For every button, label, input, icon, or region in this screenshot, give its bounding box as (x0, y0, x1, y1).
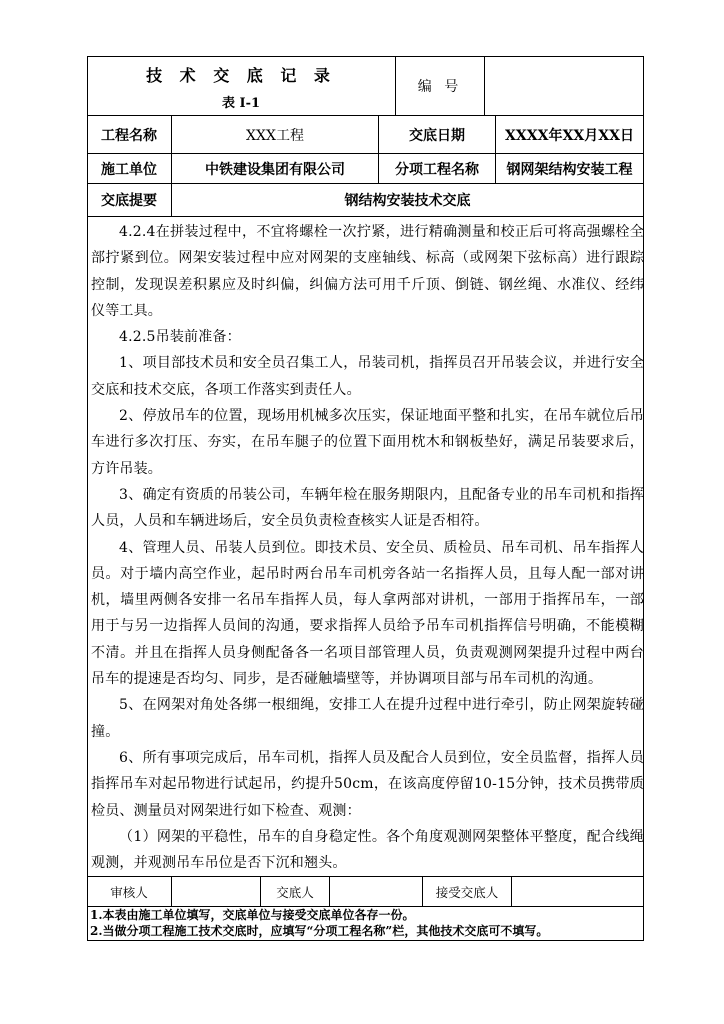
paragraph: 1、项目部技术员和安全员召集工人，吊装司机，指挥员召开吊装会议，并进行安全交底和技术交底，各项工作落实到责任人。 (91, 355, 644, 398)
paragraph: 3、确定有资质的吊装公司，车辆年检在服务期限内，且配备专业的吊车司机和指挥人员，人员和车辆进场后，安全员负责检查核实人证是否相符。 (91, 486, 644, 530)
unit-value[interactable]: 中铁建设集团有限公司 (205, 161, 345, 178)
discloser-field[interactable] (330, 877, 422, 906)
disclosure-record-form (87, 56, 644, 941)
date-label: 交底日期 (409, 127, 465, 144)
table-number: 表 I-1 (221, 95, 261, 111)
receiver-label: 接受交底人 (435, 884, 499, 900)
project-name-label: 工程名称 (101, 127, 157, 144)
note-line: 1.本表由施工单位填写，交底单位与接受交底单位各存一份。 (90, 908, 415, 922)
discloser-label: 交底人 (276, 884, 314, 900)
paragraph: （1）网架的平稳性，吊车的自身稳定性。各个角度观测网架整体平整度，配合线绳观测，并观测吊车吊位是否下沉和翘头。 (91, 828, 644, 872)
subproject-value[interactable]: 钢网架结构安装工程 (506, 161, 633, 178)
receiver-field[interactable] (512, 877, 643, 906)
paragraph: 4.2.5吊装前准备： (119, 329, 241, 346)
form-notes (90, 907, 640, 939)
summary-label: 交底提要 (101, 193, 157, 209)
summary-value[interactable]: 钢结构安装技术交底 (344, 193, 471, 209)
date-value[interactable]: XXXX年XX月XX日 (505, 127, 634, 144)
code-label: 编 号 (417, 78, 463, 95)
paragraph: 4.2.4在拼装过程中，不宜将螺栓一次拧紧，进行精确测量和校正后可将高强螺栓全部拧紧到位。网架安装过程中应对网架的支座轴线、标高（或网架下弦标高）进行跟踪控制，发现误差积累应及时纠偏，纠偏方法可用千斤顶、倒链、钢丝绳、水准仪、经纬仪等工具。 (91, 224, 644, 319)
paragraph: 2、停放吊车的位置，现场用机械多次压实，保证地面平整和扎实，在吊车就位后吊车进行多次打压、夯实，在吊车腿子的位置下面用枕木和钢板垫好，满足吊装要求后，方许吊装。 (91, 408, 644, 477)
code-value[interactable] (485, 56, 643, 115)
paragraph: 6、所有事项完成后，吊车司机，指挥人员及配合人员到位，安全员监督，指挥人员指挥吊车对起吊物进行试起吊，约提升50cm，在该高度停留10-15分钟，技术员携带质检员、测量员对网架进行如下检查、观测： (91, 749, 644, 819)
row-divider (87, 216, 644, 217)
reviewer-label: 审核人 (110, 884, 148, 900)
paragraph: 4、管理人员、吊装人员到位。即技术员、安全员、质检员、吊车司机、吊车指挥人员。对于墙内高空作业，起吊时两台吊车司机旁各站一名指挥人员，且每人配一部对讲机，墙里两侧各安排一名吊车指挥人员，每人拿两部对讲机，一部用于指挥吊车，一部用于与另一边指挥人员间的沟通，要求指挥人员给予吊车司机指挥信号明确，不能模糊不清。并且在指挥人员身侧配备各一名项目部管理人员，负责观测网架提升过程中两台吊车的提速是否均匀、同步，是否碰触墙壁等，并协调项目部与吊车司机的沟通。 (91, 539, 644, 688)
disclosure-content (91, 219, 644, 873)
project-name-value[interactable]: XXX工程 (246, 127, 304, 144)
reviewer-field[interactable] (172, 877, 260, 906)
unit-label: 施工单位 (101, 161, 157, 178)
subproject-label: 分项工程名称 (395, 161, 479, 178)
paragraph: 5、在网架对角处各绑一根细绳，安排工人在提升过程中进行牵引，防止网架旋转碰撞。 (91, 697, 644, 740)
form-title: 技 术 交 底 记 录 (146, 65, 336, 85)
note-line: 2.当做分项工程施工技术交底时，应填写“分项工程名称”栏，其他技术交底可不填写。 (90, 924, 549, 938)
